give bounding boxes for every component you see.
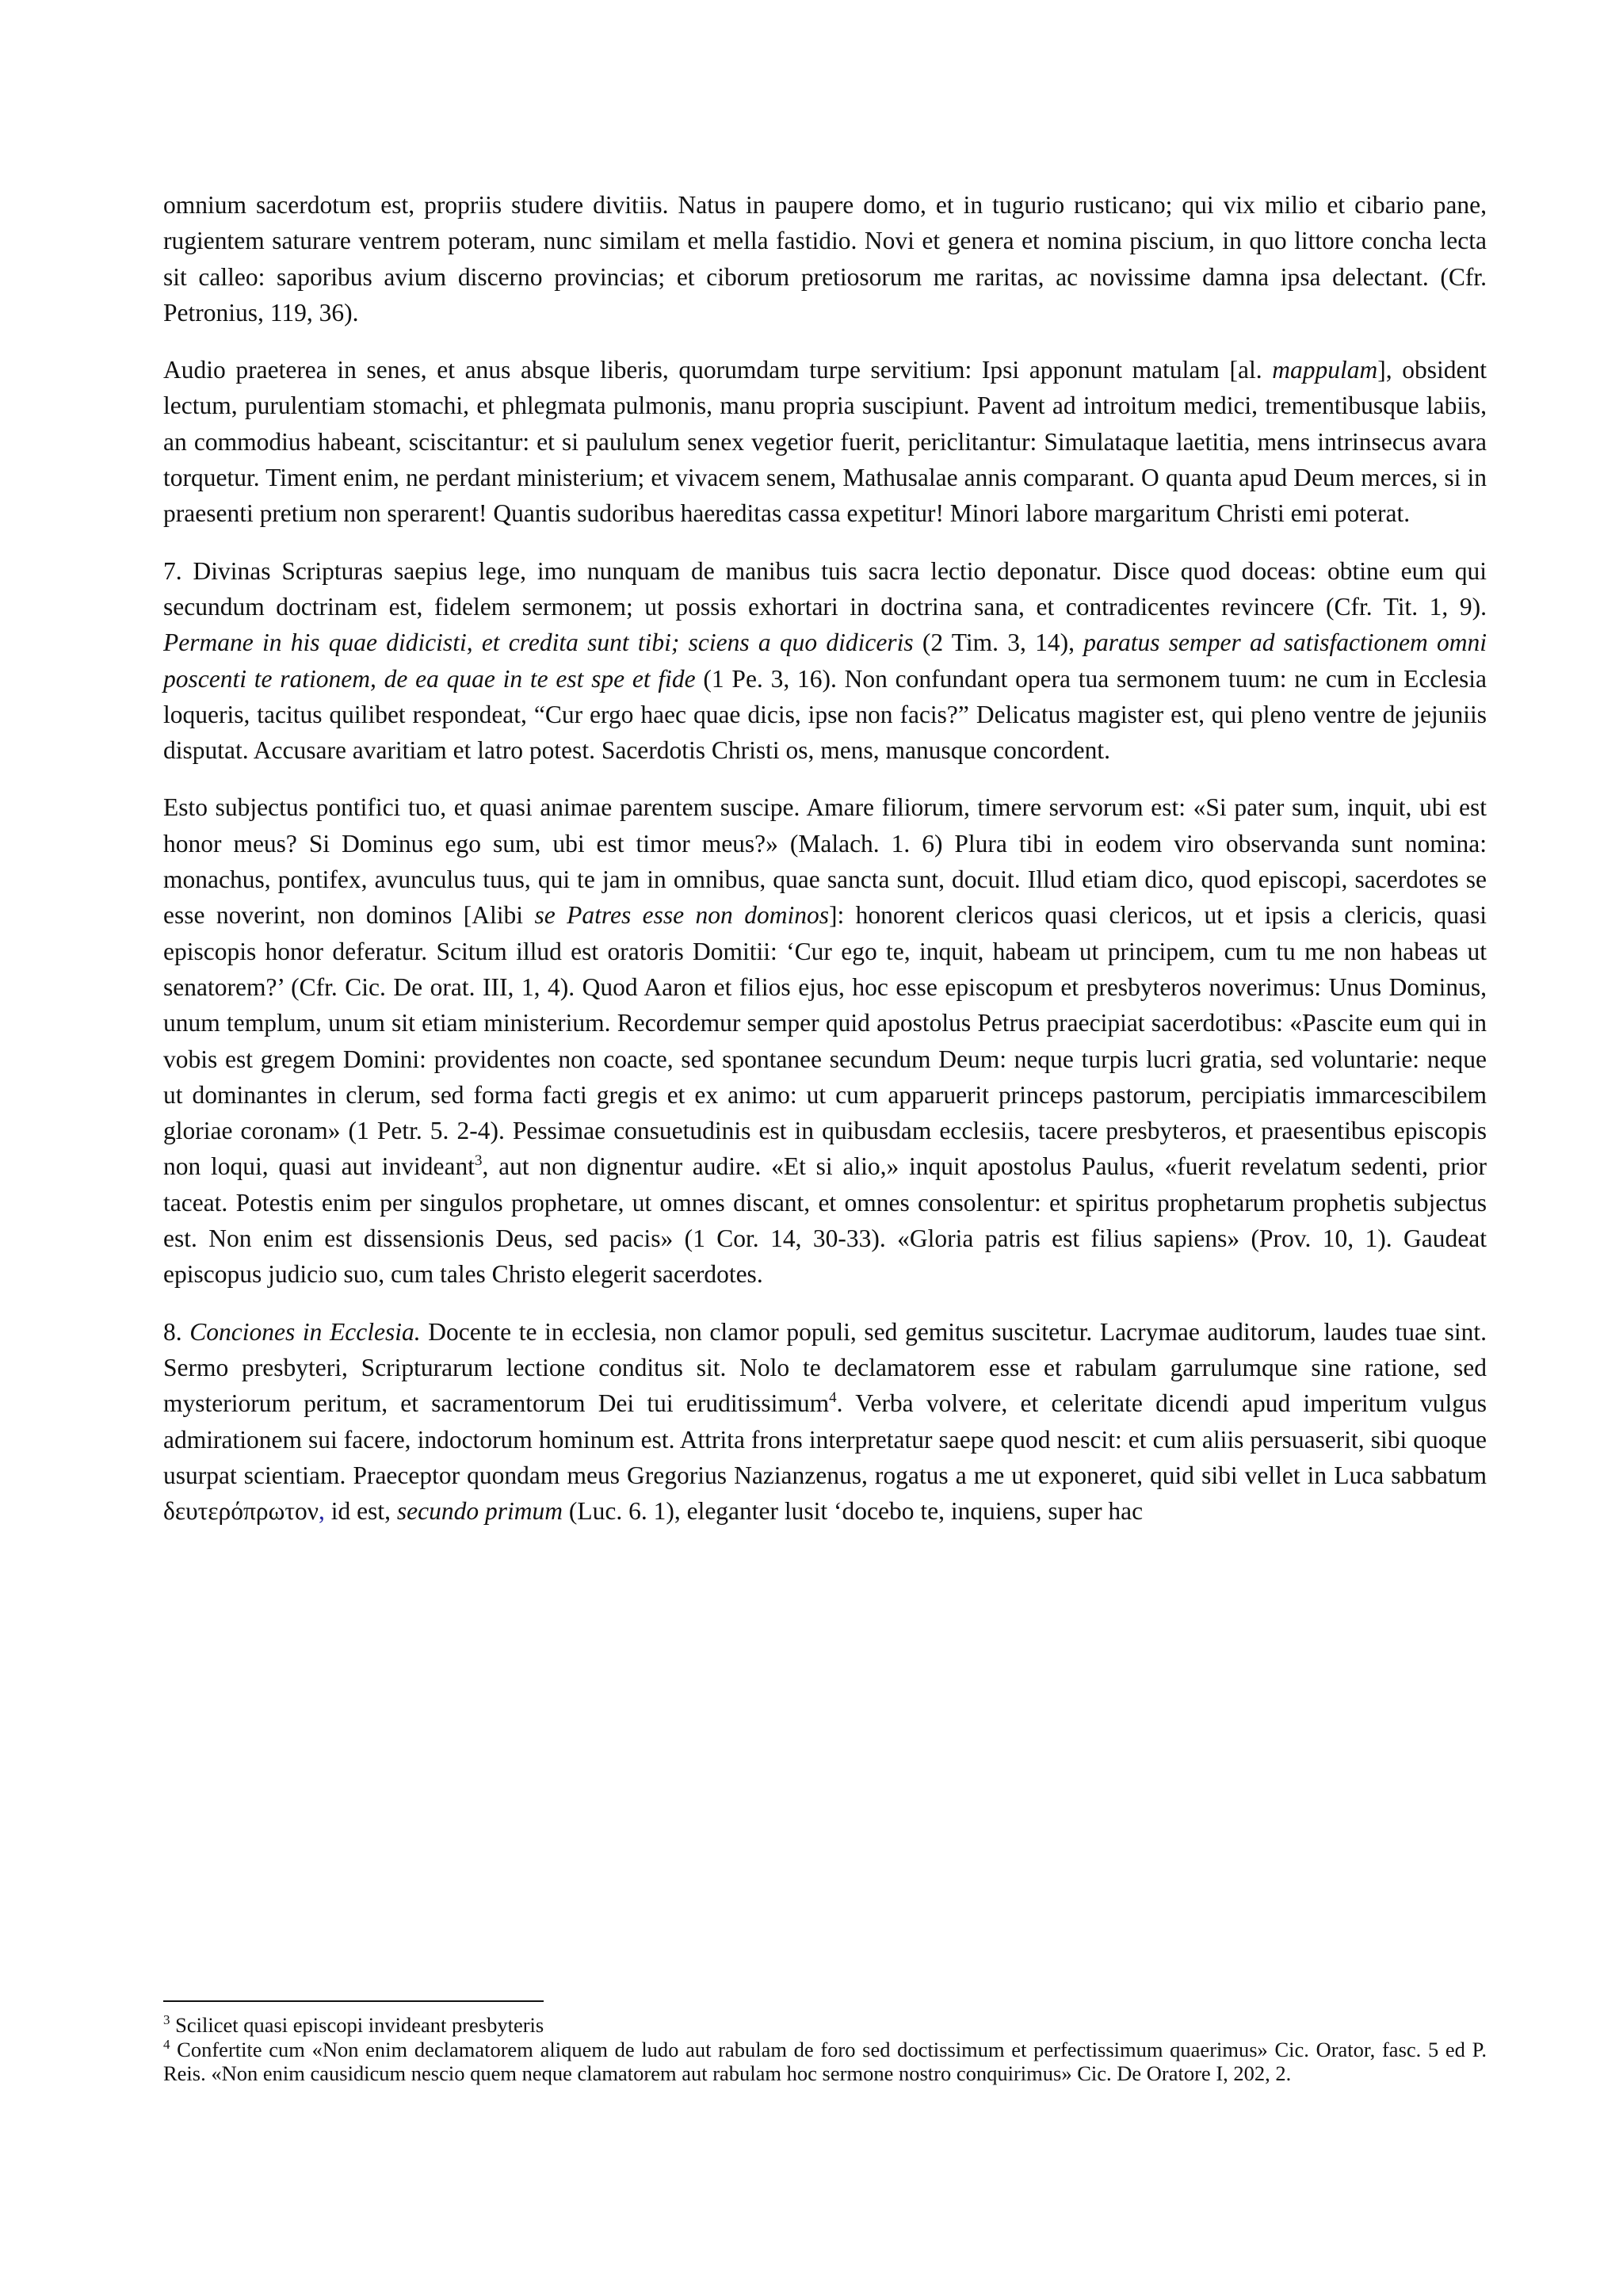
paragraph-5-italic-b: secundo primum <box>396 1497 563 1526</box>
paragraph-3-text-b: (2 Tim. 3, 14), <box>913 628 1084 657</box>
paragraph-3-text-a: 7. Divinas Scripturas saepius lege, imo nunquam de manibus tuis sacra lectio deponatur. Disce quod doceas: obtine eum qui secundum doctrinam est, fidelem sermonem; ut possis exhortari in doctrina sana, et contradicentes revincere (Cfr. Tit. 1, 9). <box>163 556 1487 621</box>
paragraph-2-text-a: Audio praeterea in senes, et anus absque liberis, quorumdam turpe servitium: Ipsi apponunt matulam [al. <box>163 356 1273 384</box>
paragraph-4 <box>163 789 1487 1292</box>
footnotes <box>163 2013 1487 2086</box>
footnote-3-text: Scilicet quasi episcopi invideant presbyteris <box>170 2013 544 2037</box>
paragraph-4-italic-a: se Patres esse non dominos <box>534 901 829 930</box>
paragraph-3 <box>163 553 1487 769</box>
paragraph-3-italic-b: paratus semper ad satisfactionem omni poscenti te rationem, de ea quae in te est spe et fide <box>163 628 1487 693</box>
footnote-separator <box>163 2000 544 2002</box>
greek-comma: , <box>319 1497 325 1526</box>
paragraph-1-text: omnium sacerdotum est, propriis studere divitiis. Natus in paupere domo, et in tugurio rusticano; qui vix milio et cibario pane, rugientem saturare ventrem poteram, nunc similam et mella fastidio. Novi et genera et nomina piscium, in quo littore concha lecta sit calleo: saporibus avium discerno provincias; et ciborum pretiosorum me raritas, ac novissime damna ipsa delectant. (Cfr. Petronius, 119, 36). <box>163 191 1487 327</box>
body-text <box>163 187 1487 1529</box>
footnote-ref-3[interactable]: 3 <box>475 1152 483 1170</box>
paragraph-2 <box>163 352 1487 531</box>
paragraph-4-text-c: , aut non dignentur audire. «Et si alio,» inquit apostolus Paulus, «fuerit revelatum sedenti, prior taceat. Potestis enim per singulos prophetare, ut omnes discant, et omnes consolentur: et spiritus prophetarum prophetis subjectus est. Non enim est dissensionis Deus, sed pacis» (1 Cor. 14, 30-33). «Gloria patris est filius sapiens» (Prov. 10, 1). Gaudeat episcopus judicio suo, cum tales Christo elegerit sacerdotes. <box>163 1152 1487 1289</box>
footnote-ref-4[interactable]: 4 <box>829 1389 837 1407</box>
footnote-3 <box>163 2013 1487 2038</box>
greek-word: δευτερόπρωτον <box>163 1497 319 1526</box>
paragraph-1 <box>163 187 1487 330</box>
footnote-4-text: Confertite cum «Non enim declamatorem aliquem de ludo aut rabulam de foro sed doctissimum et perfectissimum quaerimus» Cic. Orator, fasc. 5 ed P. Reis. «Non enim causidicum nescio quem neque clamatorem aut rabulam hoc sermone nostro conquirimus» Cic. De Oratore I, 202, 2. <box>163 2037 1487 2085</box>
footnote-4 <box>163 2038 1487 2086</box>
paragraph-5 <box>163 1314 1487 1530</box>
paragraph-5-heading: Conciones in Ecclesia. <box>189 1317 421 1346</box>
paragraph-5-text-b: Docente te in ecclesia, non clamor populi, sed gemitus suscitetur. Lacrymae auditorum, laudes tuae sint. Sermo presbyteri, Scripturarum lectione conditus sit. Nolo te declamatorem esse et rabulam garrulumque sine ratione, sed mysteriorum peritum, et sacramentorum Dei tui eruditissimum <box>163 1317 1487 1418</box>
paragraph-5-text-c: . Verba volvere, et celeritate dicendi apud imperitum vulgus admirationem sui facere, indoctorum hominum est. Attrita frons interpretatur saepe quod nescit: et cum aliis persuaserit, sibi quoque usurpat scientiam. Praeceptor quondam meus Gregorius Nazianzenus, rogatus a me ut exponeret, quid sibi vellet in Luca sabbatum <box>163 1389 1487 1489</box>
footnote-4-number: 4 <box>163 2036 170 2052</box>
paragraph-4-text-a: Esto subjectus pontifici tuo, et quasi animae parentem suscipe. Amare filiorum, timere servorum est: «Si pater sum, inquit, ubi est honor meus? Si Dominus ego sum, ubi est timor meus?» (Malach. 1. 6) Plura tibi in eodem viro observanda sunt nomina: monachus, pontifex, avunculus tuus, qui te jam in omnibus, quae sancta sunt, docuit. Illud etiam dico, quod episcopi, sacerdotes se esse noverint, non dominos [Alibi <box>163 793 1487 930</box>
paragraph-2-italic-a: mappulam <box>1272 356 1378 384</box>
paragraph-5-text-e: (Luc. 6. 1), eleganter lusit ‘docebo te, inquiens, super hac <box>563 1497 1144 1526</box>
paragraph-2-text-b: ], obsident lectum, purulentiam stomachi, et phlegmata pulmonis, manu propria suscipiunt. Pavent ad introitum medici, trementibusque labiis, an commodius habeant, sciscitantur: et si paululum senex vegetior fuerit, periclitantur: Simulataque laetitia, mens intrinsecus avara torquetur. Timent enim, ne perdant ministerium; et vivacem senem, Mathusalae annis comparant. O quanta apud Deum merces, si in praesenti pretium non sperarent! Quantis sudoribus haereditas cassa expetitur! Minori labore margaritum Christi emi poterat. <box>163 356 1487 528</box>
paragraph-3-text-c: (1 Pe. 3, 16). Non confundant opera tua sermonem tuum: ne cum in Ecclesia loqueris, tacitus quilibet respondeat, “Cur ergo haec quae dicis, ipse non facis?” Delicatus magister est, qui pleno ventre de jejuniis disputat. Accusare avaritiam et latro potest. Sacerdotis Christi os, mens, manusque concordent. <box>163 664 1487 765</box>
paragraph-5-text-a: 8. <box>163 1317 190 1346</box>
paragraph-3-italic-a: Permane in his quae didicisti, et credita sunt tibi; sciens a quo didiceris <box>163 628 914 657</box>
paragraph-4-text-b: ]: honorent clericos quasi clericos, ut et ipsis a clericis, quasi episcopis honor deferatur. Scitum illud est oratoris Domitii: ‘Cur ego te, inquit, habeam ut principem, cum tu me non habeas ut senatorem?’ (Cfr. Cic. De orat. III, 1, 4). Quod Aaron et filios ejus, hoc esse episcopum et presbyteros noverimus: Unus Dominus, unum templum, unum sit etiam ministerium. Recordemur semper quid apostolus Petrus praecipiat sacerdotibus: «Pascite eum qui in vobis est gregem Domini: providentes non coacte, sed spontanee secundum Deum: neque turpis lucri gratia, sed voluntarie: neque ut dominantes in clerum, sed forma facti gregis et ex animo: ut cum apparuerit princeps pastorum, percipiatis immarcescibilem gloriae coronam» (1 Petr. 5. 2-4). Pessimae consuetudinis est in quibusdam ecclesiis, tacere presbyteros, et praesentibus episcopis non loqui, quasi aut invideant <box>163 901 1487 1181</box>
footnote-3-number: 3 <box>163 2012 170 2027</box>
paragraph-5-text-d: id est, <box>324 1497 397 1526</box>
